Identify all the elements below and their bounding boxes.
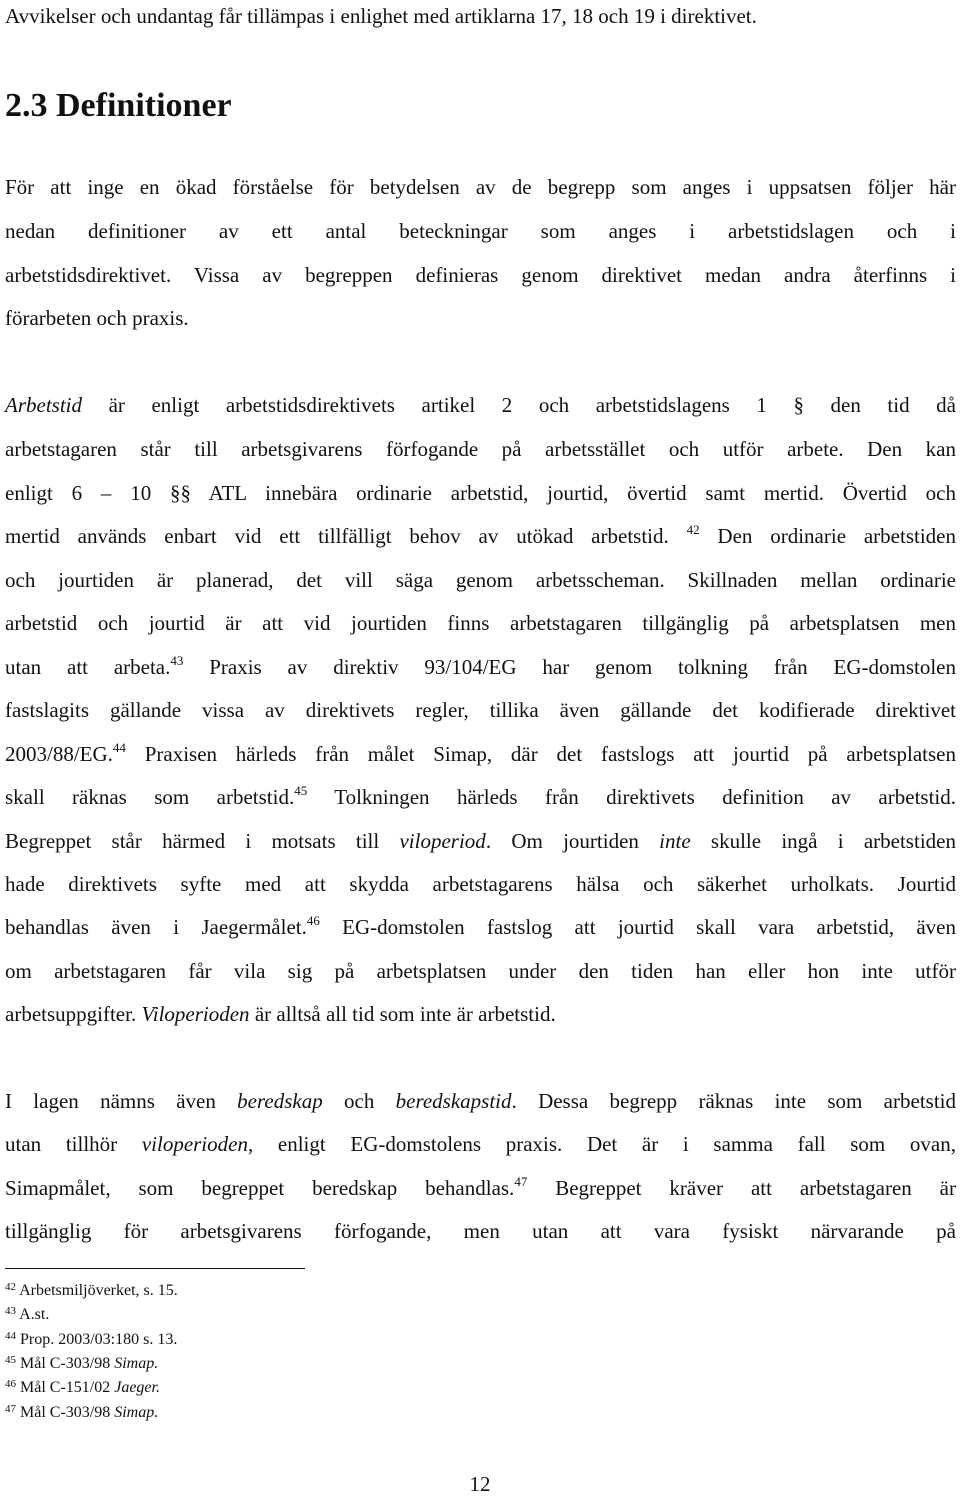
paragraph-line bbox=[5, 828, 956, 854]
paragraph-line: nedan definitioner av ett antal beteckningar som anges i arbetstidslagen och i bbox=[5, 219, 956, 243]
paragraph-line: om arbetstagaren får vila sig på arbetsplatsen under den tiden han eller hon inte utför bbox=[5, 959, 956, 983]
footnote-text: Prop. 2003/03:180 s. 13. bbox=[20, 1331, 178, 1348]
footnote-number: 46 bbox=[5, 1378, 16, 1390]
paragraph-line: arbetstagaren står till arbetsgivarens förfogande på arbetsstället och utför arbete. Den kan bbox=[5, 437, 956, 461]
footnote-italic: Simap. bbox=[114, 1355, 159, 1372]
footnote bbox=[5, 1330, 177, 1350]
footnote bbox=[5, 1305, 49, 1325]
text-span: är enligt arbetstidsdirektivets artikel 2 och arbetstidslagens 1 § den tid då bbox=[82, 393, 956, 417]
text-span: Begreppet kräver att arbetstagaren är bbox=[527, 1176, 956, 1200]
text-span: utan tillhör bbox=[5, 1132, 142, 1156]
text-span: Begreppet står härmed i motsats till bbox=[5, 829, 400, 853]
text-span: I lagen nämns även bbox=[5, 1089, 238, 1113]
term-italic: viloperiod bbox=[399, 829, 486, 853]
term-italic: Arbetstid bbox=[5, 393, 82, 417]
paragraph-line bbox=[5, 784, 956, 810]
footnote-number: 43 bbox=[5, 1305, 16, 1317]
text-span: . Dessa begrepp räknas inte som arbetstid bbox=[511, 1089, 956, 1113]
paragraph-line: tillgänglig för arbetsgivarens förfogande, men utan att vara fysiskt närvarande på bbox=[5, 1219, 956, 1243]
paragraph-line: hade direktivets syfte med att skydda arbetstagarens hälsa och säkerhet urholkats. Jourtid bbox=[5, 872, 956, 896]
footnote-ref: 42 bbox=[686, 522, 700, 537]
text-span: och bbox=[322, 1089, 396, 1113]
footnote-text: Mål C-303/98 bbox=[20, 1355, 115, 1372]
text-span: Praxis av direktiv 93/104/EG har genom tolkning från EG-domstolen bbox=[183, 655, 956, 679]
footnote bbox=[5, 1354, 158, 1374]
paragraph-line bbox=[5, 654, 956, 680]
footnote-italic: Simap. bbox=[114, 1404, 159, 1421]
footnote-number: 44 bbox=[5, 1330, 16, 1342]
text-span: Praxisen härleds från målet Simap, där det fastslogs att jourtid på arbetsplatsen bbox=[125, 742, 956, 766]
paragraph-line bbox=[5, 1088, 956, 1114]
text-span: är alltså all tid som inte är arbetstid. bbox=[249, 1002, 556, 1026]
text-span: Tolkningen härleds från direktivets definition av arbetstid. bbox=[307, 785, 956, 809]
text-span: skulle ingå i arbetstiden bbox=[690, 829, 956, 853]
footnote-number: 45 bbox=[5, 1354, 16, 1366]
footnote-text: A.st. bbox=[19, 1306, 50, 1323]
term-italic: beredskap bbox=[237, 1089, 323, 1113]
paragraph-line bbox=[5, 392, 956, 418]
paragraph-line bbox=[5, 914, 956, 940]
paragraph-line: För att inge en ökad förståelse för betydelsen av de begrepp som anges i uppsatsen följer här bbox=[5, 175, 956, 199]
footnote-number: 47 bbox=[5, 1403, 16, 1415]
footnote bbox=[5, 1281, 178, 1301]
paragraph-line: fastslagits gällande vissa av direktivets regler, tillika även gällande det kodifierade direktivet bbox=[5, 698, 956, 722]
footnote bbox=[5, 1378, 160, 1398]
footnote-ref: 46 bbox=[306, 913, 320, 928]
paragraph-line: arbetstidsdirektivet. Vissa av begreppen definieras genom direktivet medan andra återfinns i bbox=[5, 263, 956, 287]
text-span: , enligt EG-domstolens praxis. Det är i samma fall som ovan, bbox=[247, 1132, 956, 1156]
footnote-ref: 43 bbox=[170, 653, 184, 668]
text-span: . Om jourtiden bbox=[485, 829, 660, 853]
footnote-ref: 47 bbox=[514, 1174, 528, 1189]
footnote-text: Mål C-303/98 bbox=[20, 1404, 115, 1421]
text-span: skall räknas som arbetstid. bbox=[5, 785, 295, 809]
paragraph-line: förarbeten och praxis. bbox=[5, 306, 189, 330]
footnote-text: Mål C-151/02 bbox=[20, 1379, 115, 1396]
footnote-italic: Jaeger. bbox=[114, 1379, 160, 1396]
text-span: Simapmålet, som begreppet beredskap behandlas. bbox=[5, 1176, 515, 1200]
text-span: mertid används enbart vid ett tillfälligt behov av utökad arbetstid. bbox=[5, 524, 687, 548]
paragraph-line bbox=[5, 1131, 956, 1157]
footnote bbox=[5, 1403, 158, 1423]
footnote-ref: 45 bbox=[294, 783, 308, 798]
page-number: 12 bbox=[469, 1472, 491, 1496]
paragraph-line bbox=[5, 1001, 956, 1027]
footnote-ref: 44 bbox=[112, 740, 126, 755]
paragraph-line bbox=[5, 741, 956, 767]
section-heading: 2.3 Definitioner bbox=[5, 87, 232, 124]
term-italic: beredskapstid bbox=[395, 1089, 512, 1113]
term-italic: Viloperioden bbox=[141, 1002, 250, 1026]
paragraph-line: enligt 6 – 10 §§ ATL innebära ordinarie arbetstid, jourtid, övertid samt mertid. Övertid och bbox=[5, 481, 956, 505]
paragraph-line bbox=[5, 1175, 956, 1201]
text-span: EG-domstolen fastslog att jourtid skall vara arbetstid, även bbox=[319, 915, 957, 939]
footnote-separator bbox=[5, 1268, 305, 1269]
footnote-number: 42 bbox=[5, 1281, 16, 1293]
text-span: 2003/88/EG. bbox=[5, 742, 113, 766]
paragraph-line: arbetstid och jourtid är att vid jourtiden finns arbetstagaren tillgänglig på arbetsplatsen men bbox=[5, 611, 956, 635]
top-line: Avvikelser och undantag får tillämpas i enlighet med artiklarna 17, 18 och 19 i direktivet. bbox=[5, 4, 757, 28]
text-span: Den ordinarie arbetstiden bbox=[699, 524, 956, 548]
text-span: utan att arbeta. bbox=[5, 655, 171, 679]
text-span: behandlas även i Jaegermålet. bbox=[5, 915, 307, 939]
paragraph-line bbox=[5, 523, 956, 549]
term-italic: viloperioden bbox=[141, 1132, 248, 1156]
footnote-text: Arbetsmiljöverket, s. 15. bbox=[19, 1282, 178, 1299]
paragraph-line: och jourtiden är planerad, det vill säga genom arbetsscheman. Skillnaden mellan ordinarie bbox=[5, 568, 956, 592]
term-italic: inte bbox=[659, 829, 691, 853]
text-span: arbetsuppgifter. bbox=[5, 1002, 142, 1026]
